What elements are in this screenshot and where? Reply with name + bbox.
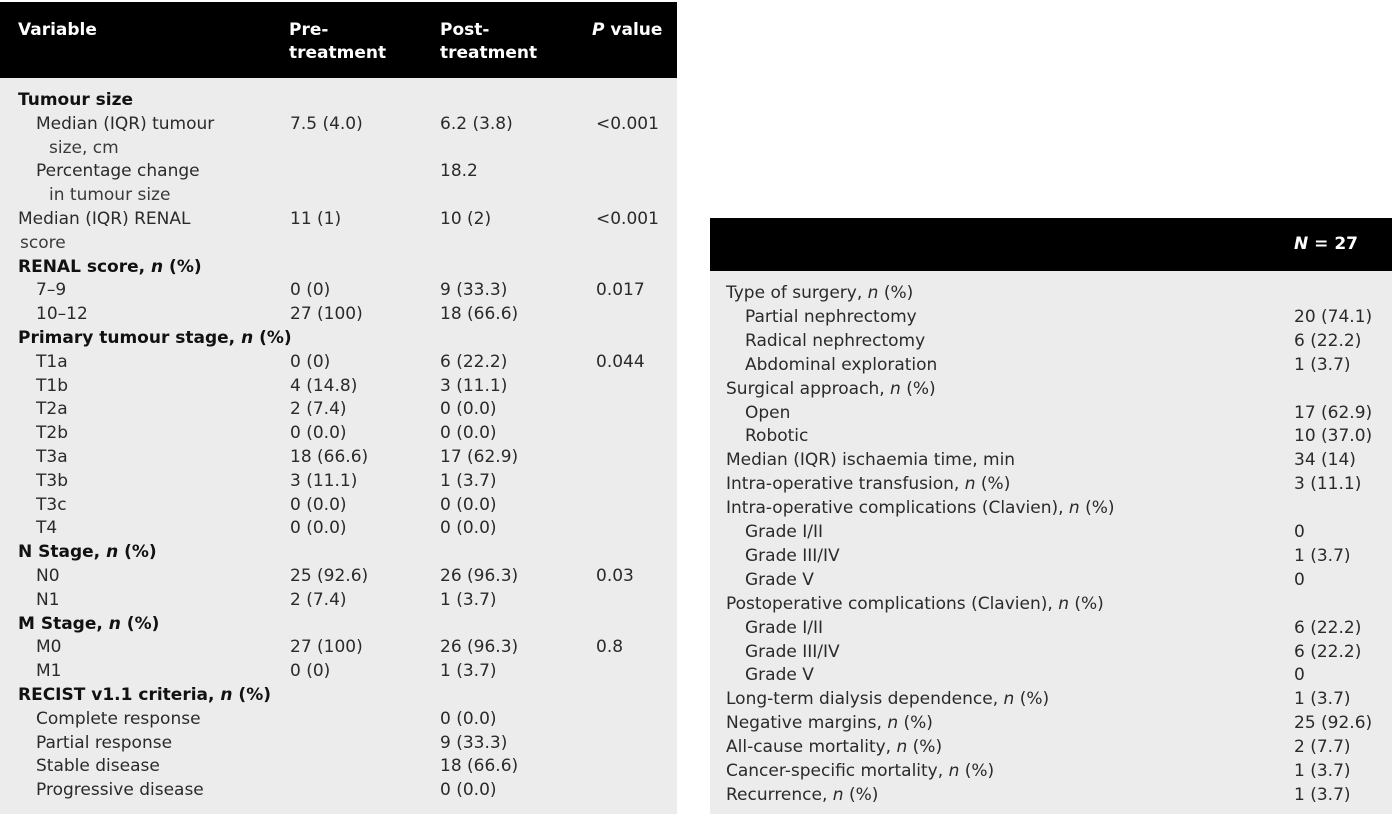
- label-suffix: (%): [1068, 593, 1104, 614]
- row-label: Stable disease: [36, 756, 160, 777]
- label-text: Abdominal exploration: [745, 354, 938, 375]
- row-label: [726, 687, 1049, 711]
- post-treatment-value: 18.2: [440, 161, 478, 182]
- p-value: 0.03: [596, 566, 634, 586]
- table-row: [710, 735, 1392, 759]
- post-treatment-value: 0 (0.0): [440, 780, 497, 801]
- row-label: N1: [36, 589, 60, 610]
- post-treatment-value: 1 (3.7): [440, 589, 497, 610]
- table-row: [710, 353, 1392, 377]
- table-row: [710, 711, 1392, 735]
- table-row: [0, 231, 677, 255]
- post-treatment-value: 0 (0.0): [440, 708, 497, 729]
- italic-n: n: [1003, 689, 1015, 710]
- post-treatment-value: 0 (0.0): [440, 494, 497, 515]
- table-row: [0, 707, 677, 731]
- pre-treatment-value: 0 (0.0): [290, 423, 347, 444]
- label-text: Recurrence,: [726, 784, 833, 805]
- table-row: [710, 663, 1392, 687]
- italic-n: n: [896, 737, 908, 758]
- label-text: Grade III/IV: [745, 545, 840, 566]
- label-text: Robotic: [745, 426, 809, 447]
- table-row: [710, 496, 1392, 520]
- table-header: [0, 2, 677, 78]
- label-suffix: (%): [959, 761, 995, 781]
- row-label: [745, 424, 808, 448]
- italic-n: n: [241, 328, 254, 348]
- section-heading: [18, 683, 271, 707]
- section-heading: [18, 88, 133, 112]
- section-label: N Stage,: [18, 542, 107, 563]
- count-value: 1 (3.7): [1294, 545, 1351, 566]
- table-row: [0, 112, 677, 136]
- pre-treatment-value: 0 (0): [290, 280, 331, 301]
- italic-n: n: [108, 613, 121, 634]
- table-row: [0, 278, 677, 302]
- table-row: [0, 159, 677, 183]
- p-value: <0.001: [596, 113, 659, 134]
- italic-n: n: [887, 713, 899, 734]
- label-text: Surgical approach,: [726, 378, 891, 399]
- section-heading: [18, 255, 202, 279]
- pre-treatment-value: 0 (0): [290, 661, 331, 682]
- count-value: 17 (62.9): [1294, 402, 1373, 423]
- row-label: size, cm: [49, 137, 119, 158]
- table-row: [0, 469, 677, 493]
- count-value: 6 (22.2): [1294, 617, 1362, 638]
- count-value: 1 (3.7): [1294, 784, 1351, 805]
- table-row: [0, 88, 677, 112]
- italic-n: n: [106, 542, 119, 563]
- row-label: [726, 711, 933, 735]
- label-text: Grade III/IV: [745, 641, 840, 662]
- count-value: 25 (92.6): [1294, 713, 1373, 734]
- row-label: in tumour size: [49, 185, 171, 206]
- row-label: [726, 783, 878, 807]
- table-row: [710, 616, 1392, 640]
- label-text: Partial nephrectomy: [745, 306, 917, 327]
- count-value: 3 (11.1): [1294, 474, 1362, 495]
- row-label: [726, 377, 936, 401]
- label-suffix: (%): [907, 737, 943, 758]
- table-row: [0, 588, 677, 612]
- row-label: [745, 544, 840, 568]
- section-heading: [18, 326, 292, 350]
- post-treatment-value: 9 (33.3): [440, 280, 508, 301]
- post-treatment-value: 6 (22.2): [440, 351, 508, 372]
- header-post-treatment: Post- treatment: [440, 20, 538, 63]
- pre-treatment-value: 0 (0): [290, 351, 331, 372]
- count-value: 6 (22.2): [1294, 641, 1362, 662]
- row-label: T2b: [36, 423, 68, 444]
- table-row: [0, 778, 677, 802]
- post-treatment-value: 26 (96.3): [440, 566, 519, 586]
- row-label: [726, 496, 1115, 520]
- header-variable: Variable: [18, 20, 97, 40]
- row-label: T3a: [36, 447, 68, 467]
- table-row: [0, 421, 677, 445]
- p-value: 0.044: [596, 351, 645, 372]
- pre-treatment-value: 4 (14.8): [290, 375, 358, 396]
- row-label: [745, 568, 814, 592]
- label-text: Cancer-specific mortality,: [726, 761, 949, 781]
- post-treatment-value: 1 (3.7): [440, 661, 497, 682]
- table-row: [710, 472, 1392, 496]
- row-label: [726, 448, 1015, 472]
- row-label: Percentage change: [36, 161, 200, 182]
- table-row: [710, 520, 1392, 544]
- header-p-value: P value: [592, 20, 663, 40]
- pre-treatment-value: 25 (92.6): [290, 566, 369, 586]
- row-label: score: [20, 232, 66, 253]
- row-label: M1: [36, 661, 62, 682]
- label-suffix: (%): [878, 283, 914, 303]
- table-row: [710, 377, 1392, 401]
- table-row: [0, 445, 677, 469]
- pre-treatment-value: 7.5 (4.0): [290, 113, 363, 134]
- table-row: [0, 493, 677, 517]
- label-text: Intra-operative transfusion,: [726, 474, 965, 495]
- count-value: 1 (3.7): [1294, 354, 1351, 375]
- label-suffix: (%): [975, 474, 1011, 495]
- row-label: [745, 329, 925, 353]
- row-label: Complete response: [36, 708, 201, 729]
- label-text: Radical nephrectomy: [745, 330, 926, 351]
- table-row: [710, 281, 1392, 305]
- row-label: [726, 472, 1010, 496]
- label-text: Open: [745, 402, 791, 423]
- post-treatment-value: 18 (66.6): [440, 756, 519, 777]
- section-suffix: (%): [253, 328, 292, 348]
- table-row: [710, 424, 1392, 448]
- count-value: 10 (37.0): [1294, 426, 1373, 447]
- label-suffix: (%): [1014, 689, 1050, 710]
- table-header: [710, 218, 1392, 271]
- count-value: 20 (74.1): [1294, 306, 1373, 327]
- count-value: 6 (22.2): [1294, 330, 1362, 351]
- table-row: [710, 687, 1392, 711]
- section-label: Tumour size: [18, 90, 133, 110]
- pre-treatment-value: 0 (0.0): [290, 494, 347, 515]
- count-value: 0: [1294, 665, 1305, 686]
- table-row: [0, 374, 677, 398]
- table-row: [710, 401, 1392, 425]
- row-label: T3c: [36, 494, 67, 515]
- pre-treatment-value: 3 (11.1): [290, 470, 358, 491]
- p-value: 0.8: [596, 637, 624, 658]
- table-row: [0, 397, 677, 421]
- section-label: Primary tumour stage,: [18, 328, 242, 348]
- count-value: 0: [1294, 569, 1305, 590]
- table-row: [0, 255, 677, 279]
- table-row: [710, 448, 1392, 472]
- p-value: 0.017: [596, 280, 645, 301]
- post-treatment-value: 18 (66.6): [440, 304, 519, 325]
- surgical-outcomes-table: [710, 218, 1392, 814]
- row-label: T3b: [36, 470, 68, 491]
- count-value: 34 (14): [1294, 450, 1356, 471]
- label-text: Grade V: [745, 665, 814, 686]
- section-label: M Stage,: [18, 613, 109, 634]
- italic-n: n: [964, 474, 976, 495]
- table-row: [0, 136, 677, 160]
- table-row: [710, 759, 1392, 783]
- row-label: T2a: [36, 399, 68, 420]
- table-row: [710, 568, 1392, 592]
- treatment-outcomes-table: [0, 2, 677, 814]
- p-value: <0.001: [596, 209, 659, 229]
- table-row: [0, 683, 677, 707]
- label-suffix: (%): [898, 713, 933, 734]
- row-label: [745, 305, 917, 329]
- italic-n: n: [890, 378, 901, 399]
- post-treatment-value: 6.2 (3.8): [440, 113, 513, 134]
- row-label: [726, 281, 913, 305]
- section-suffix: (%): [232, 685, 271, 705]
- table-row: [710, 640, 1392, 664]
- row-label: T1a: [36, 351, 68, 372]
- pre-treatment-value: 2 (7.4): [290, 399, 347, 420]
- italic-n: n: [832, 784, 844, 805]
- post-treatment-value: 3 (11.1): [440, 375, 508, 396]
- pre-treatment-value: 2 (7.4): [290, 589, 347, 610]
- row-label: [745, 663, 814, 687]
- table-row: [710, 783, 1392, 807]
- italic-n: n: [151, 256, 164, 277]
- table-row: [0, 183, 677, 207]
- label-text: Grade V: [745, 569, 814, 590]
- row-label: [745, 616, 823, 640]
- row-label: Partial response: [36, 732, 173, 753]
- label-suffix: (%): [843, 784, 879, 805]
- section-heading: [18, 612, 159, 636]
- count-value: 0: [1294, 522, 1305, 542]
- table-row: [0, 659, 677, 683]
- section-heading: [18, 540, 157, 564]
- count-value: 1 (3.7): [1294, 761, 1351, 781]
- post-treatment-value: 1 (3.7): [440, 470, 497, 491]
- header-n-count: N = 27: [1294, 234, 1358, 254]
- table-row: [0, 754, 677, 778]
- table-row: [710, 592, 1392, 616]
- row-label: N0: [36, 566, 60, 586]
- post-treatment-value: 17 (62.9): [440, 447, 519, 467]
- pre-treatment-value: 0 (0.0): [290, 518, 347, 539]
- header-pre-treatment: Pre- treatment: [289, 20, 387, 63]
- row-label: [745, 520, 823, 544]
- row-label: Median (IQR) tumour: [36, 113, 215, 134]
- post-treatment-value: 0 (0.0): [440, 518, 497, 539]
- table-row: [0, 612, 677, 636]
- label-text: Negative margins,: [726, 713, 888, 734]
- post-treatment-value: 10 (2): [440, 209, 492, 229]
- table-row: [0, 207, 677, 231]
- post-treatment-value: 0 (0.0): [440, 399, 497, 420]
- label-text: All-cause mortality,: [726, 737, 897, 758]
- section-suffix: (%): [118, 542, 157, 563]
- section-label: RENAL score,: [18, 256, 152, 277]
- italic-n: n: [867, 283, 879, 303]
- row-label: [745, 353, 937, 377]
- label-text: Grade I/II: [745, 617, 824, 638]
- section-label: RECIST v1.1 criteria,: [18, 685, 221, 705]
- table-row: [0, 564, 677, 588]
- table-row: [0, 516, 677, 540]
- label-text: Median (IQR) ischaemia time, min: [726, 450, 1016, 471]
- label-text: Postoperative complications (Clavien),: [726, 593, 1059, 614]
- pre-treatment-value: 27 (100): [290, 304, 363, 325]
- italic-n: n: [948, 761, 960, 781]
- row-label: M0: [36, 637, 62, 658]
- row-label: Progressive disease: [36, 780, 204, 801]
- post-treatment-value: 0 (0.0): [440, 423, 497, 444]
- label-suffix: (%): [1079, 498, 1115, 519]
- count-value: 1 (3.7): [1294, 689, 1351, 710]
- italic-n: n: [220, 685, 233, 705]
- row-label: [745, 401, 790, 425]
- pre-treatment-value: 27 (100): [290, 637, 363, 658]
- row-label: [726, 592, 1104, 616]
- section-suffix: (%): [163, 256, 202, 277]
- count-value: 2 (7.7): [1294, 737, 1351, 758]
- row-label: 7–9: [36, 280, 67, 301]
- table-row: [0, 635, 677, 659]
- pre-treatment-value: 18 (66.6): [290, 447, 369, 467]
- row-label: T1b: [36, 375, 68, 396]
- table-row: [0, 731, 677, 755]
- table-row: [0, 350, 677, 374]
- label-text: Grade I/II: [745, 522, 824, 542]
- label-text: Long-term dialysis dependence,: [726, 689, 1004, 710]
- label-text: Type of surgery,: [726, 283, 868, 303]
- row-label: 10–12: [36, 304, 88, 325]
- post-treatment-value: 26 (96.3): [440, 637, 519, 658]
- section-suffix: (%): [120, 613, 160, 634]
- row-label: T4: [36, 518, 58, 539]
- label-text: Intra-operative complications (Clavien),: [726, 498, 1069, 519]
- table-row: [0, 302, 677, 326]
- label-suffix: (%): [900, 378, 936, 399]
- row-label: [726, 735, 942, 759]
- row-label: Median (IQR) RENAL: [18, 209, 191, 229]
- table-row: [710, 544, 1392, 568]
- table-row: [710, 329, 1392, 353]
- table-row: [0, 326, 677, 350]
- post-treatment-value: 9 (33.3): [440, 732, 508, 753]
- italic-n: n: [1068, 498, 1080, 519]
- italic-n: n: [1058, 593, 1069, 614]
- table-row: [0, 540, 677, 564]
- table-row: [710, 305, 1392, 329]
- row-label: [745, 640, 840, 664]
- pre-treatment-value: 11 (1): [290, 209, 342, 229]
- row-label: [726, 759, 994, 783]
